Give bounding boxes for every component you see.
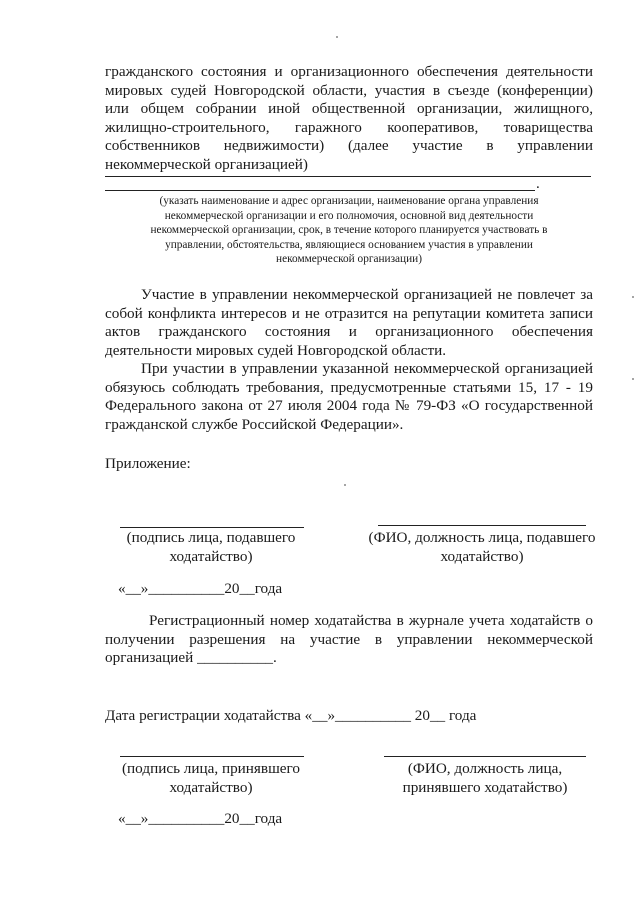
registration-paragraph bbox=[105, 612, 593, 668]
instruction-line: (указать наименование и адрес организации, наименование органа управления bbox=[159, 195, 539, 207]
paragraph-line: Федерального закона от 27 июля 2004 года № 79-ФЗ «О государственной bbox=[105, 397, 593, 414]
fill-in-line bbox=[105, 190, 535, 191]
registration-line: организацией __________. bbox=[105, 649, 277, 666]
receiver-fio-caption bbox=[372, 760, 598, 797]
receiver-date-line: «__»__________20__года bbox=[118, 810, 283, 827]
registration-line: Регистрационный номер ходатайства в журнале учета ходатайств о bbox=[149, 612, 593, 629]
paragraph-line: деятельности мировых судей Новгородской области. bbox=[105, 341, 447, 359]
paragraph-no-conflict bbox=[105, 286, 593, 360]
caption-line: ходатайство) bbox=[169, 778, 253, 796]
scan-speck bbox=[336, 36, 338, 38]
caption-line: принявшего ходатайство) bbox=[402, 778, 568, 796]
intro-line: жилищно-строительного, гаражного кооперативов, товарищества bbox=[105, 118, 593, 136]
intro-line: мировых судей Новгородской области, участия в съезде (конференции) bbox=[105, 81, 593, 99]
instruction-line: некоммерческой организации и его полномочия, основной вид деятельности bbox=[164, 209, 534, 222]
instruction-line: некоммерческой организации, срок, в течение которого планируется участвовать в bbox=[150, 224, 548, 237]
paragraph-line: обязуюсь соблюдать требования, предусмотренные статьями 15, 17 - 19 bbox=[105, 378, 593, 396]
caption-line: ходатайство) bbox=[169, 547, 253, 565]
paragraph-obligations bbox=[105, 360, 593, 434]
applicant-signature-line bbox=[120, 527, 304, 528]
paragraph-line: Участие в управлении некоммерческой организацией не повлечет за bbox=[141, 286, 593, 303]
caption-line: (ФИО, должность лица, bbox=[407, 760, 563, 777]
fill-in-line bbox=[105, 176, 591, 177]
appendix-label: Приложение: bbox=[105, 455, 191, 472]
intro-line: гражданского состояния и организационного обеспечения деятельности bbox=[105, 63, 593, 80]
caption-line: (подпись лица, принявшего bbox=[122, 760, 300, 777]
fill-in-line-end: . bbox=[536, 176, 540, 192]
receiver-signature-line bbox=[120, 756, 304, 757]
caption-line: (ФИО, должность лица, подавшего bbox=[368, 529, 596, 546]
instruction-line: некоммерческой организации) bbox=[276, 253, 422, 266]
registration-line: получении разрешения на участие в управлении некоммерческой bbox=[105, 630, 593, 648]
intro-line: собственников недвижимости) (далее участие в управлении bbox=[105, 137, 593, 154]
intro-line: некоммерческой организацией) bbox=[105, 155, 308, 173]
paragraph-line: собой конфликта интересов и не отразится на репутации комитета записи bbox=[105, 304, 593, 322]
instruction-note bbox=[110, 194, 588, 267]
applicant-signature-caption bbox=[104, 529, 318, 566]
paragraph-line: При участии в управлении указанной некоммерческой организацией bbox=[141, 360, 593, 377]
registration-date: Дата регистрации ходатайства «__»__________ 20__ года bbox=[105, 707, 477, 724]
applicant-fio-caption bbox=[362, 529, 602, 566]
caption-line: ходатайство) bbox=[440, 547, 524, 565]
scan-speck bbox=[344, 484, 346, 486]
scan-speck bbox=[632, 296, 634, 298]
applicant-date-line: «__»__________20__года bbox=[118, 580, 283, 597]
caption-line: (подпись лица, подавшего bbox=[126, 529, 296, 546]
applicant-fio-line bbox=[378, 525, 586, 526]
receiver-signature-caption bbox=[104, 760, 318, 797]
receiver-fio-line bbox=[384, 756, 586, 757]
intro-line: или общем собрании иной общественной организации, жилищного, bbox=[105, 100, 593, 117]
scan-speck bbox=[632, 378, 634, 380]
paragraph-line: актов гражданского состояния и организационного обеспечения bbox=[105, 323, 593, 340]
intro-paragraph bbox=[105, 63, 593, 174]
paragraph-line: гражданской службе Российской Федерации». bbox=[105, 415, 404, 433]
instruction-line: управлении, обстоятельства, являющиеся основанием участия в управлении bbox=[165, 238, 533, 251]
